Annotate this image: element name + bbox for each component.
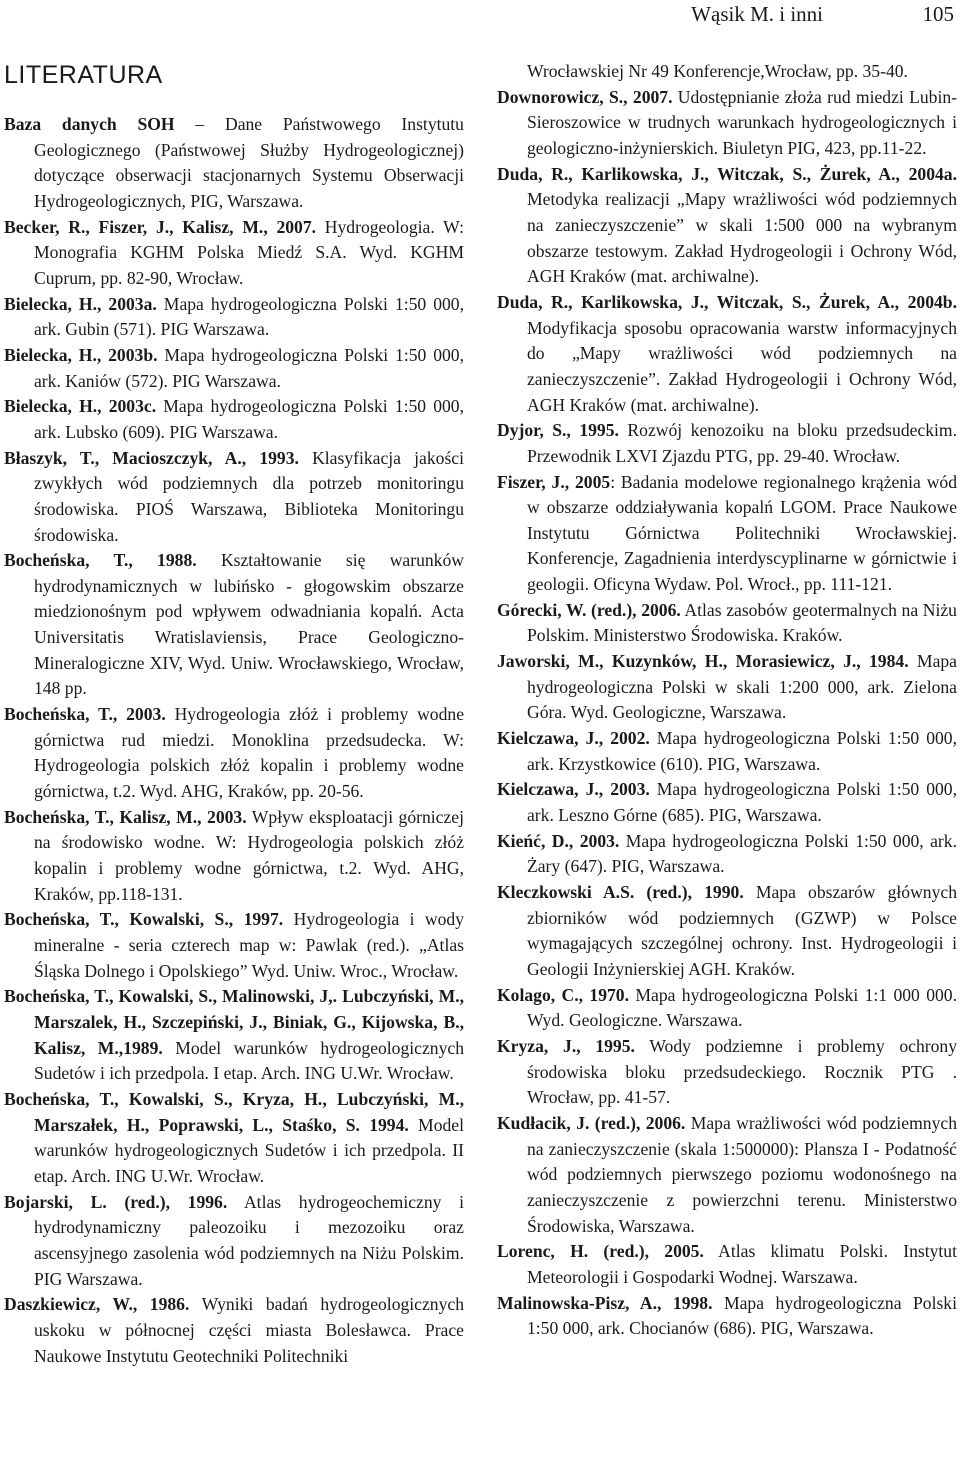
reference-text: Hydrogeologia i wody mineralne - seria czterech map w: Pawlak (red.). „Atlas Śląska Dolnego i Opolskiego” Wyd. Uniw. Wroc., Wrocław.	[34, 909, 465, 981]
reference-text: – Dane Państwowego Instytutu Geologicznego (Państwowej Służby Hydrogeologicznej) dotyczące obserwacji stacjonarnych Systemu Obserwacji Hydrogeologicznych, PIG, Warszawa.	[34, 114, 464, 211]
reference-authors: Baza danych SOH	[4, 114, 175, 134]
reference-authors: Kielczawa, J., 2002.	[497, 728, 650, 749]
reference-authors: Duda, R., Karlikowska, J., Witczak, S., Żurek, A., 2004b.	[497, 291, 957, 312]
running-header	[0, 0, 960, 34]
reference-authors: Bielecka, H., 2003b.	[4, 344, 158, 365]
reference-text: Udostępnianie złoża rud miedzi Lubin-Sieroszowice w trudnych warunkach hydrogeologicznych i geologiczno-inżynierskich. Biuletyn PIG, 423, pp.11-22.	[527, 86, 957, 158]
reference-text: Mapa hydrogeologiczna Polski 1:50 000, ark. Krzystkowice (610). PIG, Warszawa.	[527, 728, 957, 774]
reference-continuation: Wrocławskiej Nr 49 Konferencje,Wrocław, pp. 35-40.	[527, 61, 908, 81]
reference-text: Atlas hydrogeochemiczny i hydrodynamiczny paleozoiku i mezozoiku oraz ascensyjnego zasolenia wód podziemnych na Niżu Polskim. PIG Warszawa.	[34, 1191, 464, 1289]
reference-text: Atlas klimatu Polski. Instytut Meteorologii i Gospodarki Wodnej. Warszawa.	[527, 1241, 957, 1287]
reference-text: : Badania modelowe regionalnego krążenia wód w obszarze oddziaływania kopalń LGOM. Prace Naukowe Instytutu Górnictwa Politechniki Wrocławskiej. Konferencje, Zagadnienia interdyscyplinarne w górnictwie i geologii. Oficyna Wydaw. Pol. Wrocł., pp. 111-121.	[527, 471, 957, 595]
reference-entry	[4, 984, 464, 1087]
reference-text: Atlas zasobów geotermalnych na Niżu Polskim. Ministerstwo Środowiska. Kraków.	[527, 599, 957, 646]
reference-authors: Kudłacik, J. (red.), 2006.	[497, 1112, 686, 1133]
reference-authors: Bocheńska, T., 1988.	[4, 550, 197, 571]
reference-authors: Kryza, J., 1995.	[497, 1035, 635, 1056]
reference-entry	[4, 805, 464, 908]
reference-text: Mapa hydrogeologiczna Polski 1:50 000, ark. Chocianów (686). PIG, Warszawa.	[527, 1292, 957, 1339]
reference-entry	[4, 1087, 464, 1190]
reference-text: Hydrogeologia. W: Monografia KGHM Polska Miedź S.A. Wyd. KGHM Cuprum, pp. 82-90, Wrocław.	[34, 216, 464, 288]
reference-authors: Lorenc, H. (red.), 2005.	[497, 1241, 704, 1262]
reference-authors: Fiszer, J., 2005	[497, 471, 611, 492]
reference-authors: Malinowska-Pisz, A., 1998.	[497, 1292, 713, 1313]
reference-entry	[4, 1190, 464, 1293]
reference-authors: Jaworski, M., Kuzynków, H., Morasiewicz, J., 1984.	[497, 651, 909, 672]
reference-list-left	[4, 112, 464, 1369]
reference-entry	[497, 777, 957, 828]
reference-authors: Kolago, C., 1970.	[497, 984, 629, 1005]
reference-authors: Bojarski, L. (red.), 1996.	[4, 1191, 228, 1212]
reference-text: Mapa hydrogeologiczna Polski 1:1 000 000. Wyd. Geologiczne. Warszawa.	[527, 984, 958, 1031]
reference-text: Model warunków hydrogeologicznych Sudetów i ich przedpola. I etap. Arch. ING U.Wr. Wrocław.	[34, 1037, 464, 1084]
reference-entry	[497, 726, 957, 777]
reference-entry	[497, 1111, 957, 1239]
reference-authors: Kieńć, D., 2003.	[497, 830, 620, 851]
reference-entry	[497, 880, 957, 983]
reference-authors: Bielecka, H., 2003a.	[4, 293, 157, 314]
reference-text: Mapa hydrogeologiczna Polski 1:50 000, ark. Żary (647). PIG, Warszawa.	[527, 830, 957, 877]
reference-authors: Bocheńska, T., Kowalski, S., Malinowski, J,. Lubczyński, M., Marszalek, H., Szczepiński, J., Biniak, G., Kijowska, B., Kalisz, M.,1989.	[4, 986, 464, 1058]
reference-text: Modyfikacja sposobu opracowania warstw informacyjnych do „Mapy wrażliwości wód podziemnych na zanieczyszczenie”. Zakład Hydrogeologii i Ochrony Wód, AGH Kraków (mat. archiwalne).	[527, 317, 957, 415]
reference-entry	[4, 112, 464, 215]
reference-authors: Bielecka, H., 2003c.	[4, 396, 157, 417]
reference-entry	[497, 470, 957, 598]
reference-entry	[497, 1291, 957, 1342]
reference-entry	[497, 598, 957, 649]
reference-authors: Kleczkowski A.S. (red.), 1990.	[497, 882, 744, 902]
reference-entry	[4, 343, 464, 394]
reference-entry	[4, 548, 464, 702]
reference-text: Mapa hydrogeologiczna Polski 1:50 000, ark. Gubin (571). PIG Warszawa.	[34, 293, 464, 340]
reference-text: Mapa obszarów głównych zbiorników wód podziemnych (GZWP) w Polsce wymagających szczególnej ochrony. Inst. Hydrogeologii i Geologii Inżynierskiej AGH. Kraków.	[527, 882, 957, 979]
reference-text: Klasyfikacja jakości zwykłych wód podziemnych dla potrzeb monitoringu środowiska. PIOŚ Warszawa, Biblioteka Monitoringu środowiska.	[34, 447, 465, 545]
reference-authors: Dyjor, S., 1995.	[497, 420, 619, 441]
reference-text: Mapa hydrogeologiczna Polski 1:50 000, ark. Leszno Górne (685). PIG, Warszawa.	[527, 779, 957, 826]
reference-text: Kształtowanie się warunków hydrodynamicznych w lubińsko - głogowskim obszarze miedzionośnym pod wpływem odwadniania kopalń. Acta Universitatis Wratislaviensis, Prace Geologiczno-Mineralogiczne XIV, Wyd. Uniw. Wrocławskiego, Wrocław, 148 pp.	[34, 550, 464, 699]
reference-text: Wpływ eksploatacji górniczej na środowisko wodne. W: Hydrogeologia polskich złóż kopalin i problemy wodne górnictwa, t.2. Wyd. AHG, Kraków, pp.118-131.	[34, 806, 464, 904]
reference-authors: Duda, R., Karlikowska, J., Witczak, S., Żurek, A., 2004a.	[497, 163, 957, 184]
reference-text: Rozwój kenozoiku na bloku przedsudeckim. Przewodnik LXVI Zjazdu PTG, pp. 29-40. Wrocław.	[527, 420, 958, 466]
reference-authors: Becker, R., Fiszer, J., Kalisz, M., 2007.	[4, 216, 317, 237]
reference-entry	[497, 1034, 957, 1111]
reference-text: Mapa wrażliwości wód podziemnych na zanieczyszczenie (skala 1:500000): Plansza I - Podatność wód podziemnych pierwszego poziomu wodonośnego na zanieczyszczenie z powierzchni terenu. Ministerstwo Środowiska, Warszawa.	[527, 1112, 957, 1236]
reference-text: Wyniki badań hydrogeologicznych uskoku w północnej części miasta Bolesławca. Prace Naukowe Instytutu Geotechniki Politechniki	[34, 1294, 464, 1366]
reference-entry	[4, 394, 464, 445]
reference-authors: Bocheńska, T., Kalisz, M., 2003.	[4, 806, 247, 827]
reference-entry	[497, 829, 957, 880]
reference-text: Mapa hydrogeologiczna Polski 1:50 000, ark. Kaniów (572). PIG Warszawa.	[34, 344, 464, 391]
reference-entry	[4, 215, 464, 292]
reference-text: Metodyka realizacji „Mapy wrażliwości wód podziemnych na zanieczyszczenie” w skali 1:500 000 na wybranym obszarze testowym. Zakład Hydrogeologii i Ochrony Wód, AGH Kraków (mat. archiwalne).	[527, 189, 957, 287]
reference-authors: Bocheńska, T., Kowalski, S., 1997.	[4, 909, 284, 930]
reference-authors: Górecki, W. (red.), 2006.	[497, 599, 681, 620]
reference-entry	[497, 418, 957, 469]
reference-entry	[497, 1239, 957, 1290]
section-title: LITERATURA	[4, 61, 163, 89]
page-number: 105	[922, 2, 954, 26]
reference-entry	[4, 907, 464, 984]
reference-entry	[497, 290, 957, 418]
reference-authors: Daszkiewicz, W., 1986.	[4, 1294, 190, 1315]
reference-authors: Kielczawa, J., 2003.	[497, 779, 650, 800]
reference-entry	[4, 446, 464, 549]
reference-text: Mapa hydrogeologiczna Polski w skali 1:200 000, ark. Zielona Góra. Wyd. Geologiczne, Warszawa.	[527, 651, 957, 723]
reference-entry	[497, 85, 957, 162]
reference-authors: Bocheńska, T., Kowalski, S., Kryza, H., Lubczyński, M., Marszałek, H., Poprawski, L., Staśko, S. 1994.	[4, 1088, 464, 1135]
reference-text: Model warunków hydrogeologicznych Sudetów i ich przedpola. II etap. Arch. ING U.Wr. Wrocław.	[34, 1114, 464, 1186]
reference-entry	[4, 1292, 464, 1369]
reference-entry	[497, 649, 957, 726]
reference-entry	[4, 292, 464, 343]
running-header-authors: Wąsik M. i inni	[691, 2, 823, 26]
reference-entry	[4, 702, 464, 805]
left-column	[4, 58, 464, 1369]
reference-authors: Bocheńska, T., 2003.	[4, 704, 166, 725]
reference-text: Wody podziemne i problemy ochrony środowiska bloku przedsudeckiego. Rocznik PTG . Wrocław, pp. 41-57.	[527, 1035, 957, 1108]
reference-text: Mapa hydrogeologiczna Polski 1:50 000, ark. Lubsko (609). PIG Warszawa.	[34, 396, 464, 442]
reference-authors: Downorowicz, S., 2007.	[497, 86, 673, 107]
reference-authors: Błaszyk, T., Macioszczyk, A., 1993.	[4, 447, 299, 468]
reference-entry	[497, 983, 957, 1034]
reference-list-right	[497, 85, 957, 1342]
right-column	[497, 59, 957, 1342]
reference-text: Hydrogeologia złóż i problemy wodne górnictwa rud miedzi. Monoklina przedsudecka. W: Hydrogeologia polskich złóż kopalin i problemy wodne górnictwa, t.2. Wyd. AHG, Kraków, pp. 20-56.	[34, 704, 464, 802]
reference-entry	[497, 162, 957, 290]
